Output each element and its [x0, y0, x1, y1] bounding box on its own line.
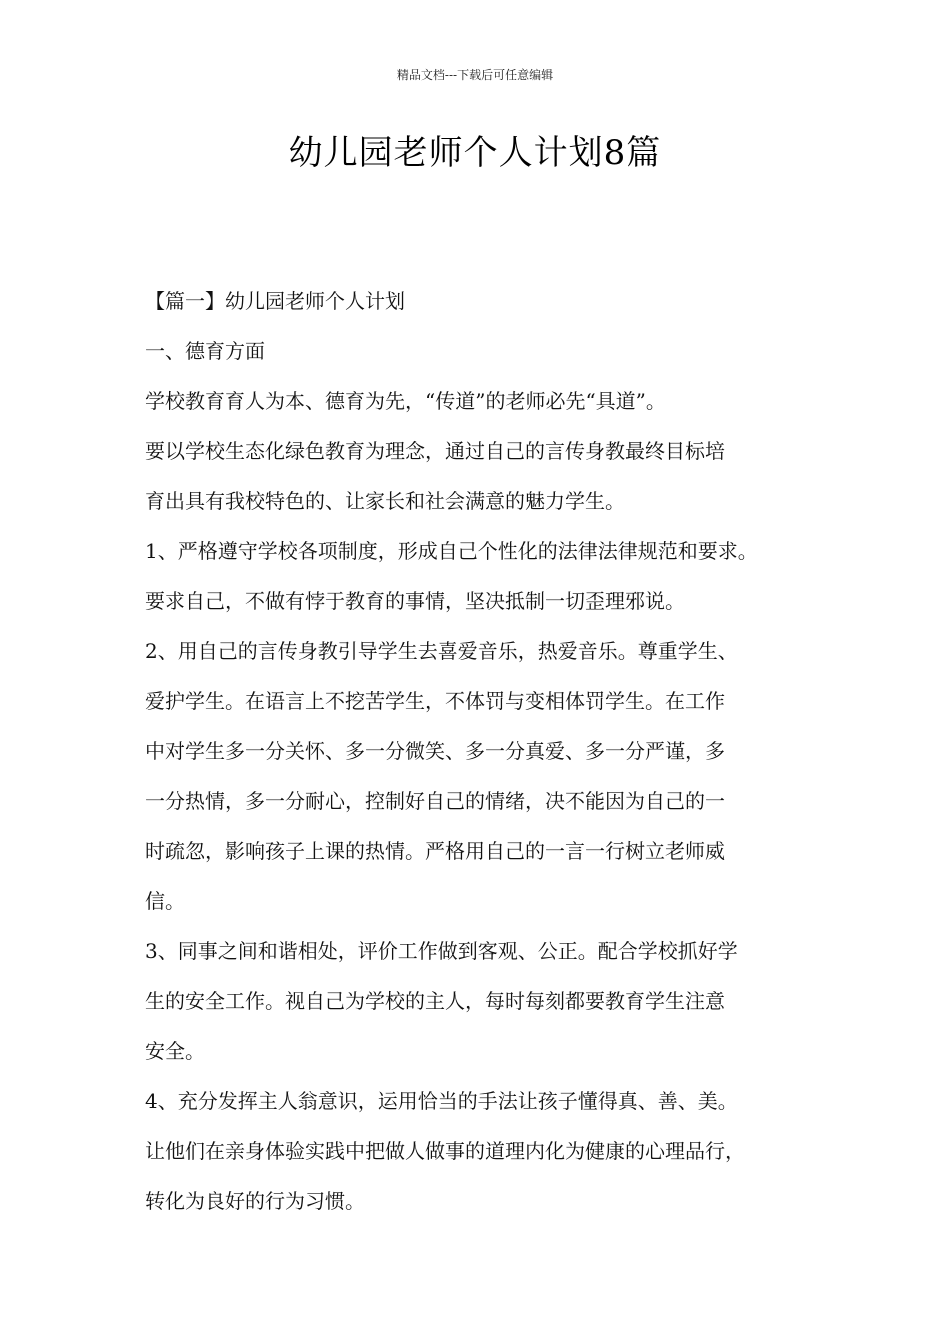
body-line: 学校教育育人为本、德育为先，“传道”的老师必先“具道”。 [145, 389, 666, 413]
body-line: 信。 [145, 889, 185, 913]
body-line: 转化为良好的行为习惯。 [145, 1189, 365, 1213]
body-line: 2、用自己的言传身教引导学生去喜爱音乐，热爱音乐。尊重学生、 [145, 639, 738, 663]
body-line: 1、严格遵守学校各项制度，形成自己个性化的法律法律规范和要求。 [145, 539, 758, 563]
body-line: 要以学校生态化绿色教育为理念，通过自己的言传身教最终目标培 [145, 439, 725, 463]
page-header: 精品文档---下载后可任意编辑 [396, 68, 554, 82]
body-line: 安全。 [145, 1039, 205, 1063]
subsection-heading: 一、德育方面 [145, 339, 265, 363]
body-line: 4、充分发挥主人翁意识，运用恰当的手法让孩子懂得真、善、美。 [145, 1089, 738, 1113]
section-heading: 【篇一】幼儿园老师个人计划 [145, 289, 405, 313]
body-line: 要求自己，不做有悖于教育的事情，坚决抵制一切歪理邪说。 [145, 589, 685, 613]
body-line: 中对学生多一分关怀、多一分微笑、多一分真爱、多一分严谨，多 [145, 739, 725, 763]
body-line: 生的安全工作。视自己为学校的主人，每时每刻都要教育学生注意 [145, 989, 725, 1013]
body-line: 3、同事之间和谐相处，评价工作做到客观、公正。配合学校抓好学 [145, 939, 738, 963]
body-line: 育出具有我校特色的、让家长和社会满意的魅力学生。 [145, 489, 625, 513]
body-line: 一分热情，多一分耐心，控制好自己的情绪，决不能因为自己的一 [145, 789, 725, 813]
body-line: 让他们在亲身体验实践中把做人做事的道理内化为健康的心理品行， [145, 1139, 745, 1163]
document-title: 幼儿园老师个人计划8篇 [288, 133, 662, 173]
body-line: 时疏忽，影响孩子上课的热情。严格用自己的一言一行树立老师威 [145, 839, 725, 863]
document-body [145, 276, 825, 1226]
body-line: 爱护学生。在语言上不挖苦学生，不体罚与变相体罚学生。在工作 [145, 689, 725, 713]
